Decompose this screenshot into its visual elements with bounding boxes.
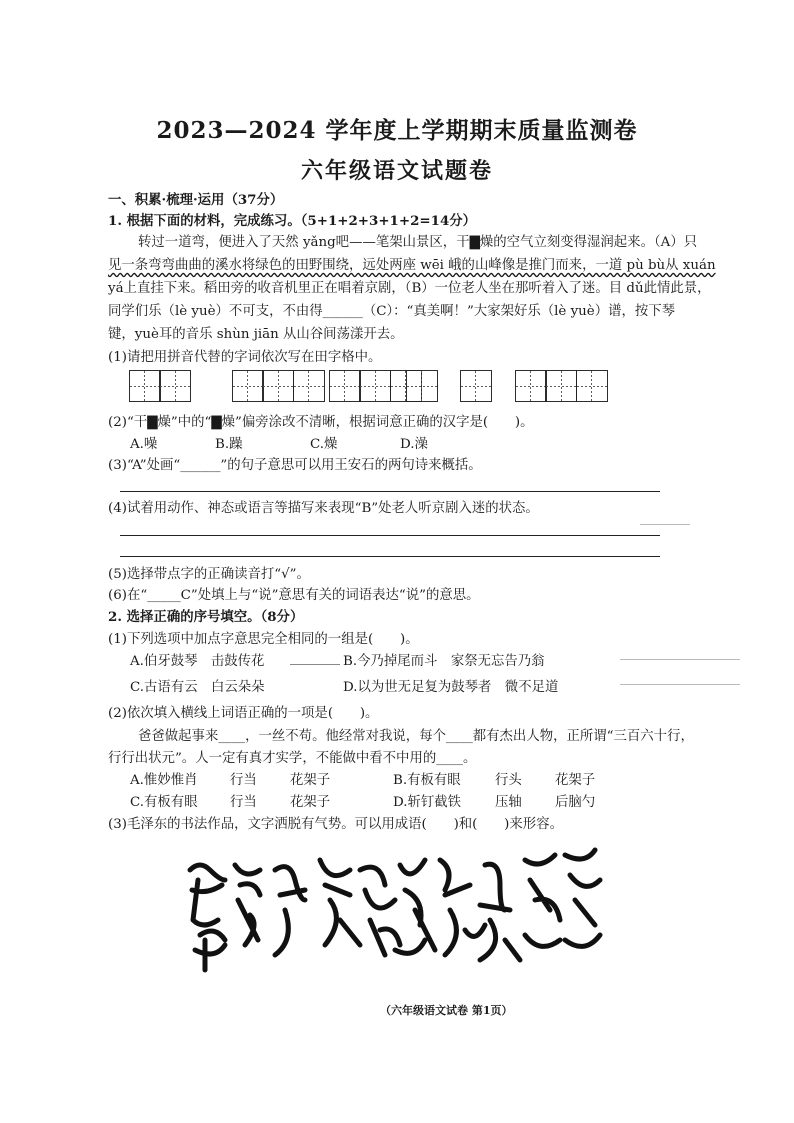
passage-line-2: 见一条弯弯曲曲的溪水将绿色的田野围绕，远处两座 wēi 峨的山峰像是推门而来，一道 pù bù从 xuán: [108, 258, 716, 273]
section-heading: 一、积累·梳理·运用（37分）: [108, 192, 284, 208]
q2-2-c-1: C.有板有眼: [130, 795, 198, 810]
q2-2-a-3: 花架子: [290, 773, 331, 788]
stray-mark-2: [620, 659, 740, 660]
question-2-intro: 2. 选择正确的序号填空。（8分）: [108, 609, 304, 625]
q2-1-option-b: B.今乃掉尾而斗 家祭无忘告乃翁: [343, 654, 545, 669]
passage-line-1: 转过一道弯，便进入了天然 yǎng吧——笔架山景区，干▇燥的空气立刻变得湿润起来。（A）只: [138, 235, 698, 250]
passage-line-5: 键，yuè耳的音乐 shùn jiān 从山谷间荡漾开去。: [108, 327, 404, 342]
calligraphy-image: [180, 840, 610, 990]
q2-2-d-1: D.斩钉截铁: [393, 795, 462, 810]
question-1-3: (3)“A”处画“______”的句子意思可以用王安石的两句诗来概括。: [108, 458, 482, 473]
grid-group-4[interactable]: [407, 370, 438, 402]
option-a: A.噪: [130, 437, 158, 452]
passage-line-4: 同学们乐（lè yuè）不可支，不由得______（C）：“真美啊！”大家架好乐（lè yuè）谱，按下琴: [108, 304, 676, 319]
page-footer: （六年级语文试卷 第1页）: [380, 1004, 513, 1017]
q2-2-text-1: 爸爸做起事来____，一丝不苟。他经常对我说，每个____都有杰出人物，正所谓“三百六十行，: [138, 729, 694, 744]
q2-2-d-3: 后脑勺: [555, 795, 596, 810]
q2-2-b-2: 行头: [495, 773, 522, 788]
q2-2-text-2: 行行出状元”。人一定有真才实学，不能做中看不中用的____。: [108, 751, 477, 766]
answer-line-3[interactable]: [120, 556, 660, 557]
dotted-mark: [290, 664, 340, 665]
question-2-1: (1)下列选项中加点字意思完全相同的一组是( )。: [108, 632, 419, 647]
grid-group-2[interactable]: [233, 370, 325, 402]
answer-line-1[interactable]: [120, 491, 660, 492]
option-c: C.燥: [310, 437, 338, 452]
stray-mark-3: [620, 684, 740, 685]
grid-group-5[interactable]: [461, 370, 492, 402]
q2-1-option-a: A.伯牙鼓琴 击鼓传花: [130, 654, 265, 669]
q2-2-a-1: A.惟妙惟肖: [130, 773, 198, 788]
question-1-6: (6)在“_____C”处填上与“说”意思有关的词语表达“说”的意思。: [108, 588, 480, 603]
page-title: 2023—2024 学年度上学期期末质量监测卷: [156, 117, 638, 144]
page-subtitle: 六年级语文试题卷: [300, 158, 493, 184]
q2-2-a-2: 行当: [230, 773, 257, 788]
question-1-2: (2)“干▇燥”中的“▇燥”偏旁涂改不清晰，根据词意正确的汉字是( )。: [108, 415, 534, 430]
question-1-4: (4)试着用动作、神态或语言等描写来表现“B”处老人听京剧入迷的状态。: [108, 501, 539, 516]
passage-line-3: yá上直挂下来。稻田旁的收音机里正在唱着京剧，（B）一位老人坐在那听着入了迷。目 dǔ此情此景，: [108, 281, 711, 296]
option-d: D.澡: [400, 437, 428, 452]
q2-2-b-1: B.有板有眼: [393, 773, 461, 788]
grid-group-6[interactable]: [516, 370, 608, 402]
question-1-5: (5)选择带点字的正确读音打“√”。: [108, 567, 310, 582]
grid-group-1[interactable]: [130, 370, 191, 402]
question-2-3: (3)毛泽东的书法作品，文字洒脱有气势。可以用成语( )和( )来形容。: [108, 817, 563, 832]
q2-2-b-3: 花架子: [555, 773, 596, 788]
question-2-2: (2)依次填入横线上词语正确的一项是( )。: [108, 706, 379, 721]
option-b: B.躁: [215, 437, 243, 452]
q2-2-c-2: 行当: [230, 795, 257, 810]
question-1-1: (1)请把用拼音代替的字词依次写在田字格中。: [108, 350, 382, 365]
q2-1-option-d: D.以为世无足复为鼓琴者 微不足道: [343, 680, 559, 695]
stray-mark: [640, 524, 690, 525]
question-1-intro: 1. 根据下面的材料，完成练习。（5+1+2+3+1+2=14分）: [108, 213, 477, 229]
answer-line-2[interactable]: [120, 535, 660, 536]
q2-2-c-3: 花架子: [290, 795, 331, 810]
q2-2-d-2: 压轴: [495, 795, 522, 810]
q2-1-option-c: C.古语有云 白云朵朵: [130, 680, 265, 695]
